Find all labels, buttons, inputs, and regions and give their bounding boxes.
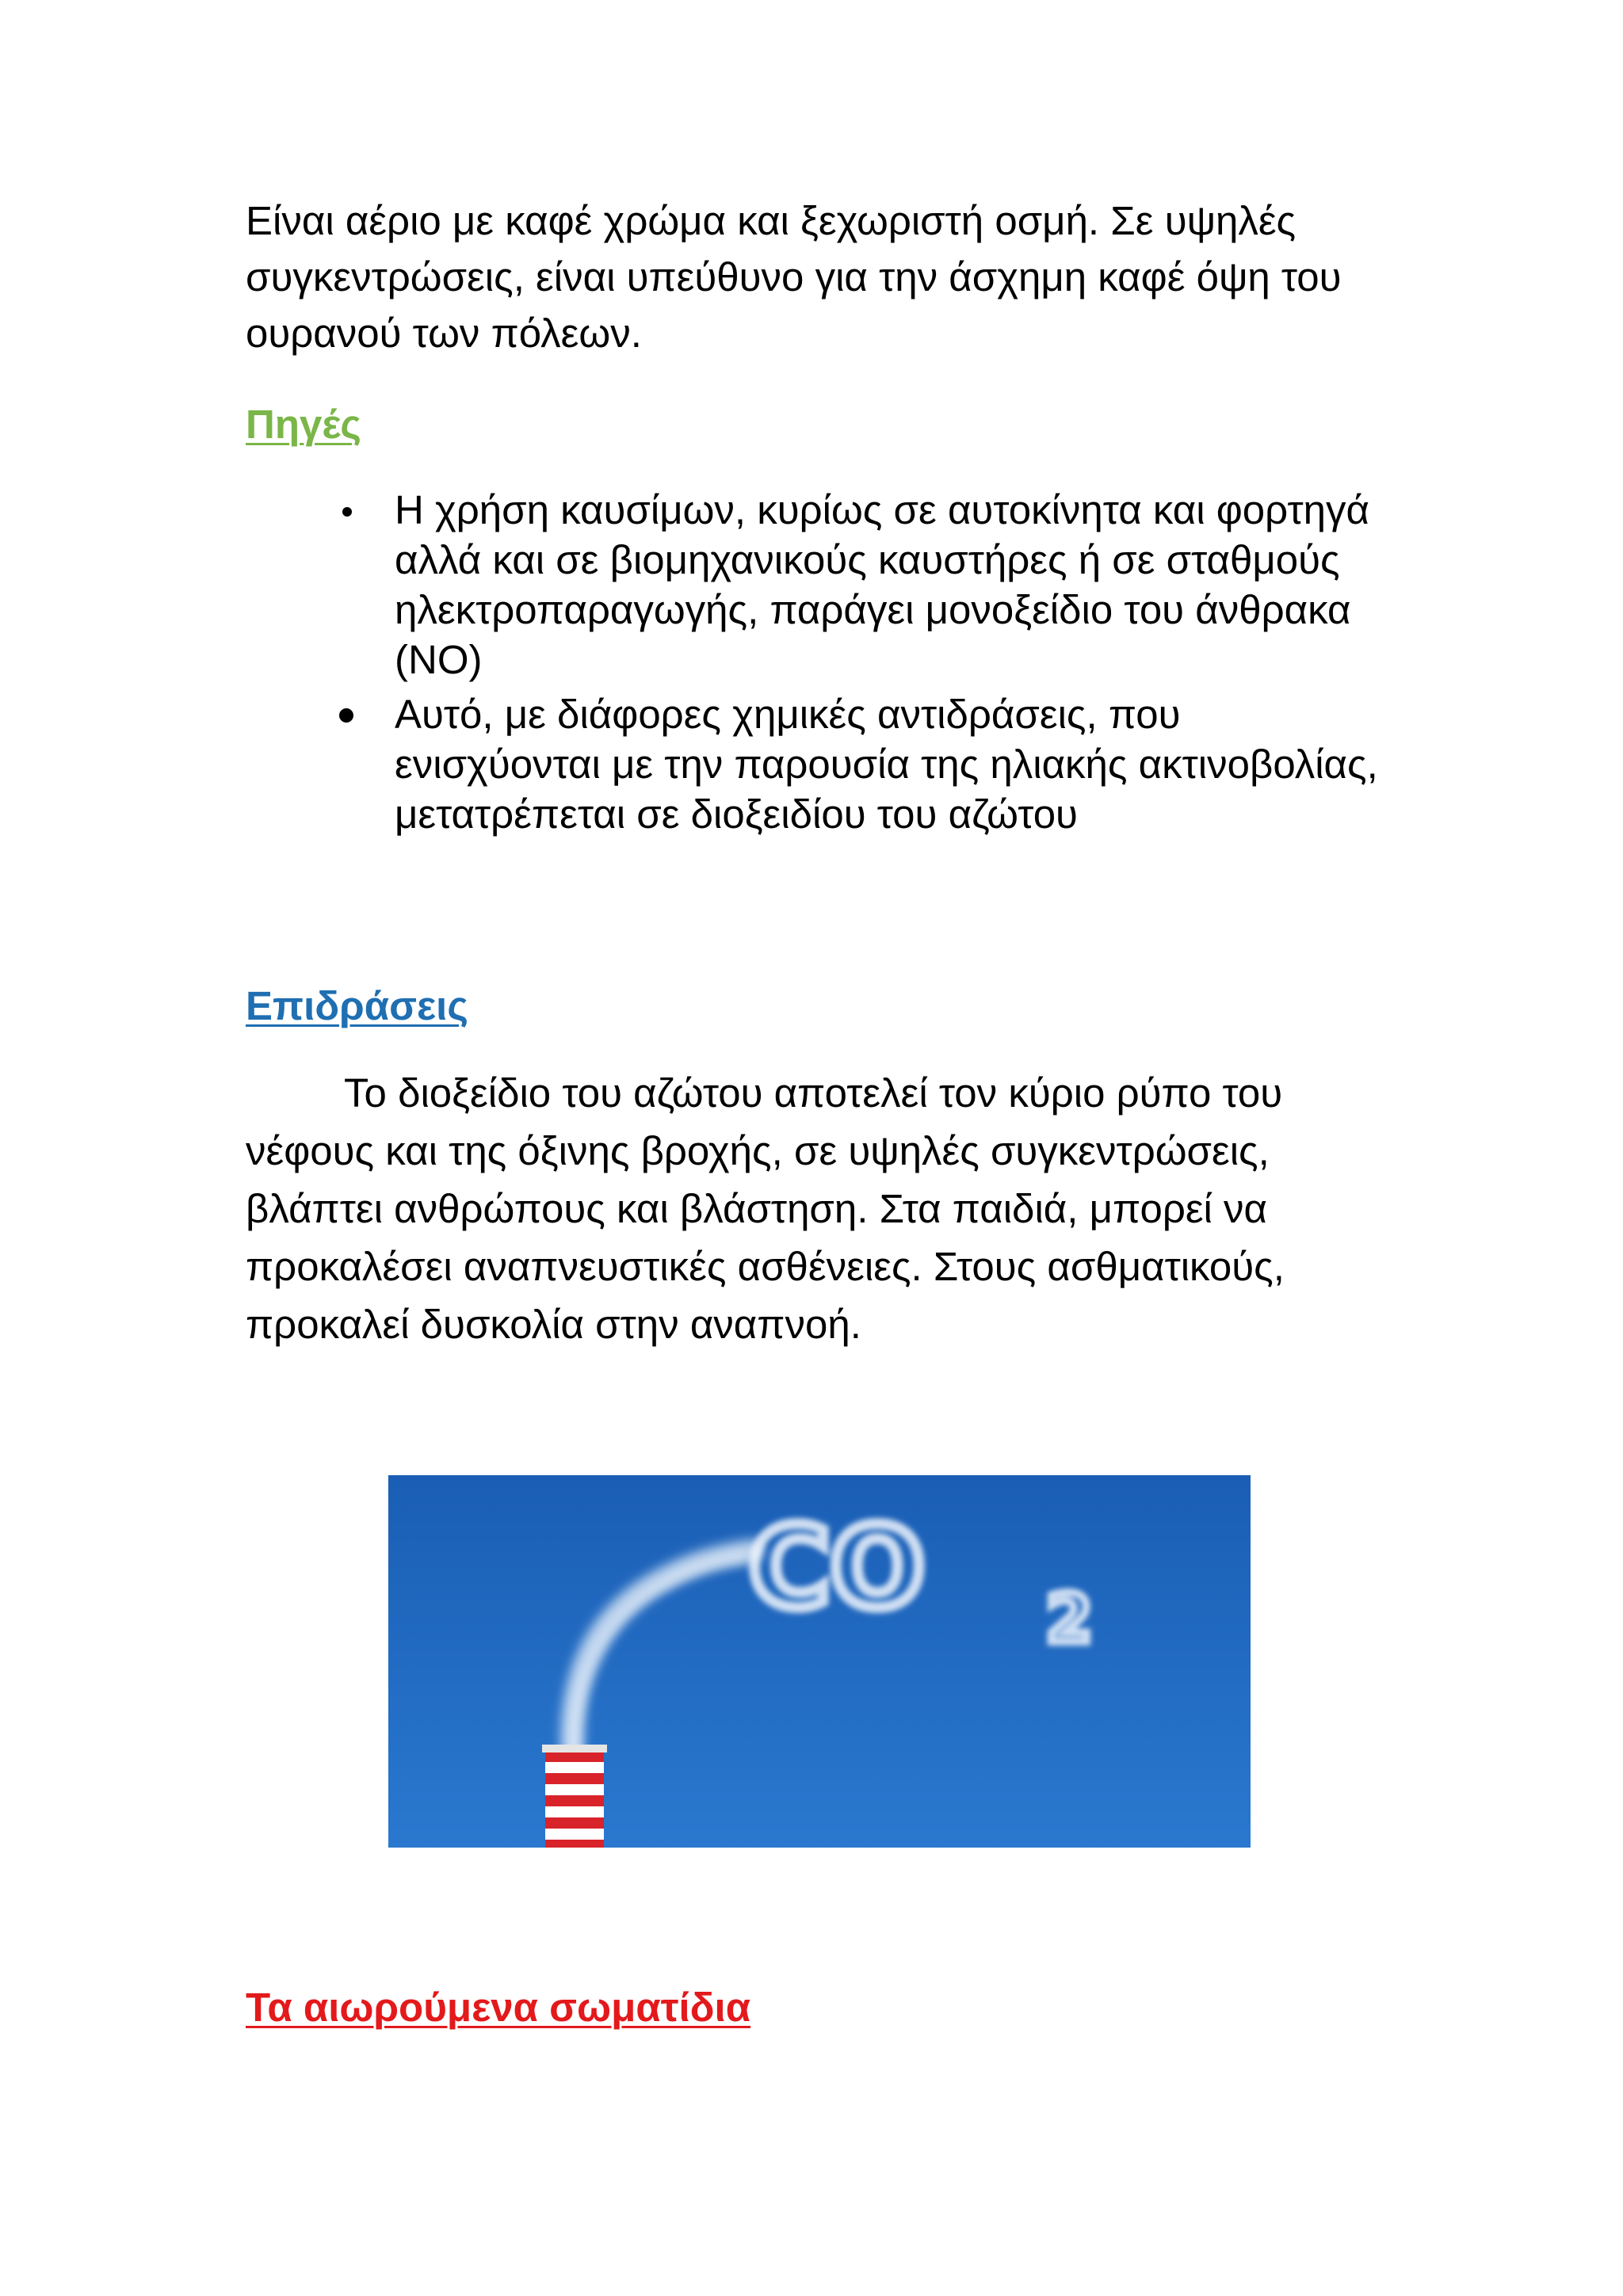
- smoke-co2-subscript: 2: [1046, 1580, 1093, 1657]
- chimney-cap: [542, 1745, 607, 1753]
- effects-heading[interactable]: Επιδράσεις: [246, 983, 468, 1028]
- list-item-text: Η χρήση καυσίμων, κυρίως σε αυτοκίνητα και φορτηγά αλλά και σε βιομηχανικούς καυστήρες ή σε σταθμούς ηλεκτροπαραγωγής, παράγει μονοξείδιο του άνθρακα (NO): [395, 487, 1369, 682]
- effects-paragraph: Το διοξείδιο του αζώτου αποτελεί τον κύριο ρύπο του νέφους και της όξινης βροχής, σε υψηλές συγκεντρώσεις, βλάπτει ανθρώπους και βλάστηση. Στα παιδιά, μπορεί να προκαλέσει αναπνευστικές ασθένειες. Στους ασθματικούς, προκαλεί δυσκολία στην αναπνοή.: [246, 1070, 1285, 1347]
- list-item-text: Αυτό, με διάφορες χημικές αντιδράσεις, που ενισχύονται με την παρουσία της ηλιακής ακτινοβολίας, μετατρέπεται σε διοξειδίου του αζώτου: [395, 692, 1378, 837]
- smoke-co2-label: CO: [749, 1504, 925, 1633]
- chimney-stripe: [545, 1817, 604, 1829]
- chimney: [542, 1745, 607, 1848]
- bullet-icon: [342, 507, 352, 517]
- chimney-stripe: [545, 1762, 604, 1773]
- chimney-stripe: [545, 1784, 604, 1795]
- list-item: [246, 689, 1387, 839]
- chimney-stripe: [545, 1840, 604, 1848]
- chimney-stripe: [545, 1806, 604, 1817]
- chimney-stripe: [545, 1773, 604, 1784]
- chimney-stripe: [545, 1795, 604, 1806]
- bullet-icon: [339, 708, 353, 723]
- sources-heading[interactable]: Πηγές: [246, 402, 361, 447]
- chimney-stripe: [545, 1751, 604, 1762]
- particles-heading[interactable]: Τα αιωρούμενα σωματίδια: [246, 1985, 751, 2030]
- intro-paragraph: Είναι αέριο με καφέ χρώμα και ξεχωριστή οσμή. Σε υψηλές συγκεντρώσεις, είναι υπεύθυνο για την άσχημη καφέ όψη του ουρανού των πόλεων.: [246, 198, 1342, 356]
- co2-chimney-image: [388, 1475, 1251, 1848]
- list-item: [246, 485, 1387, 685]
- sources-list: [246, 485, 1387, 839]
- chimney-stripe: [545, 1829, 604, 1840]
